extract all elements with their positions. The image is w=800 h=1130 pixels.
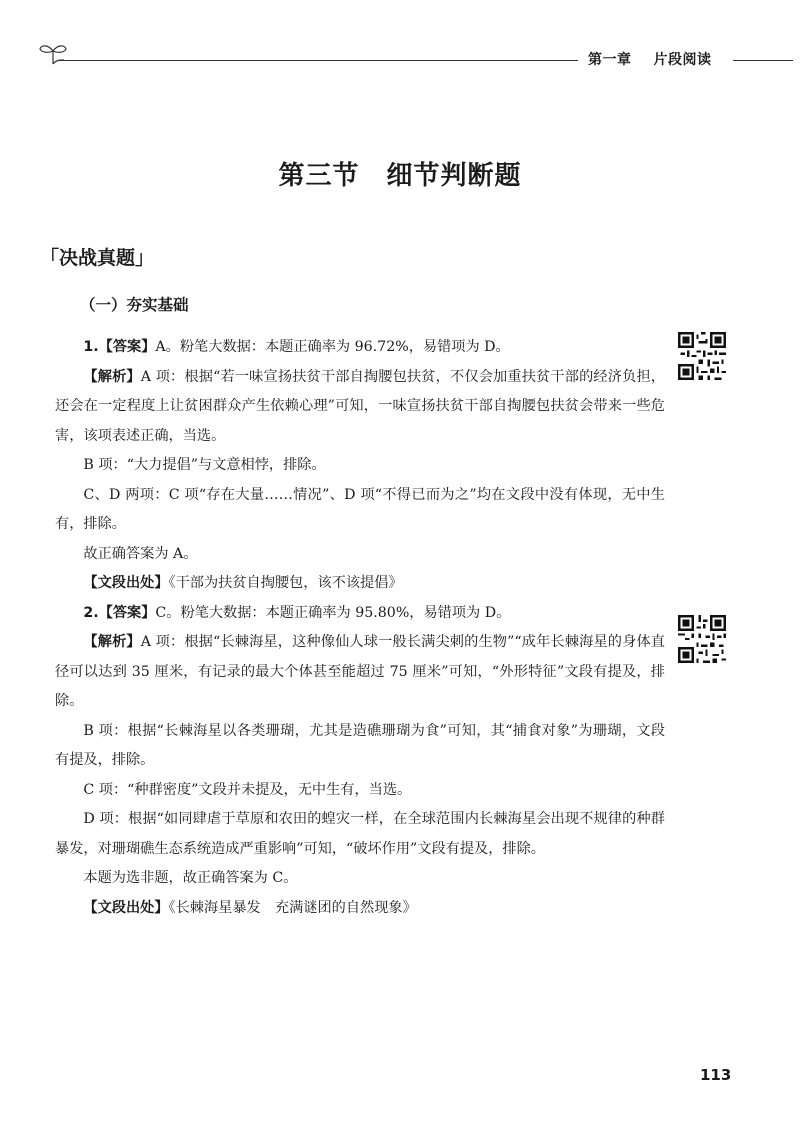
q1-answer-tag: 1.【答案】 [83, 339, 156, 355]
q2-option-b: B 项：根据“长棘海星以各类珊瑚，尤其是造礁珊瑚为食”可知，其“捕食对象”为珊瑚，文段有提及，排除。 [55, 722, 665, 768]
running-head [588, 49, 712, 69]
q2-answer-text: C。粉笔大数据：本题正确率为 95.80%，易错项为 D。 [155, 604, 511, 621]
q1-option-b: B 项：“大力提倡”与文意相悖，排除。 [83, 457, 326, 473]
q2-analysis-tag: 【解析】 [83, 634, 141, 650]
q1-option-cd: C、D 两项：C 项“存在大量……情况”、D 项“不得已而为之”均在文段中没有体现，无中生有，排除。 [55, 486, 665, 532]
q1-source [55, 569, 665, 599]
section-title: 第三节 细节判断题 [278, 161, 522, 191]
header-rule [58, 60, 578, 61]
q1-source-tag: 【文段出处】 [83, 575, 169, 591]
header-rule-right [733, 60, 793, 61]
sub-heading: （一）夯实基础 [80, 296, 189, 314]
q2-answer [55, 599, 665, 629]
qr-code-icon[interactable] [678, 332, 726, 380]
q1-analysis-tag: 【解析】 [83, 368, 141, 385]
q1-analysis [55, 363, 665, 452]
q1-answer [55, 333, 665, 363]
q2-source [55, 894, 665, 924]
sprout-icon [38, 40, 68, 66]
bracket-heading: 「决战真题」 [40, 247, 155, 269]
q1-source-text: 《干部为扶贫自掏腰包，该不该提倡》 [168, 575, 403, 591]
q2-option-c: C 项：“种群密度”文段并未提及，无中生有，当选。 [83, 781, 412, 798]
q2-source-tag: 【文段出处】 [83, 899, 169, 916]
page-number: 113 [700, 1066, 732, 1084]
q2-analysis-text: A 项：根据“长棘海星，这种像仙人球一般长满尖刺的生物”“成年长棘海星的身体直径可以达到 35 厘米，有记录的最大个体甚至能超过 75 厘米”可知，“外形特征”文段有提及，排除。 [55, 634, 665, 709]
chapter-label: 第一章 [588, 52, 632, 68]
q1-conclusion: 故正确答案为 A。 [83, 545, 198, 562]
q2-answer-tag: 2.【答案】 [83, 604, 156, 621]
q1-analysis-text: A 项：根据“若一味宣扬扶贫干部自掏腰包扶贫，不仅会加重扶贫干部的经济负担，还会在一定程度上让贫困群众产生依赖心理”可知，一味宣扬扶贫干部自掏腰包扶贫会带来一些危害，该项表述正确，当选。 [55, 368, 665, 444]
q2-option-d: D 项：根据“如同肆虐于草原和农田的蝗灾一样，在全球范围内长棘海星会出现不规律的种群暴发，对珊瑚礁生态系统造成严重影响”可知，“破坏作用”文段有提及，排除。 [55, 811, 665, 857]
q2-analysis [55, 628, 665, 717]
chapter-title: 片段阅读 [653, 52, 712, 68]
q2-conclusion: 本题为选非题，故正确答案为 C。 [83, 870, 298, 886]
q1-answer-text: A。粉笔大数据：本题正确率为 96.72%，易错项为 D。 [155, 339, 510, 355]
answer-content [55, 333, 665, 923]
q2-source-text: 《长棘海星暴发 充满谜团的自然现象》 [168, 899, 417, 916]
qr-code-icon[interactable] [678, 615, 726, 663]
